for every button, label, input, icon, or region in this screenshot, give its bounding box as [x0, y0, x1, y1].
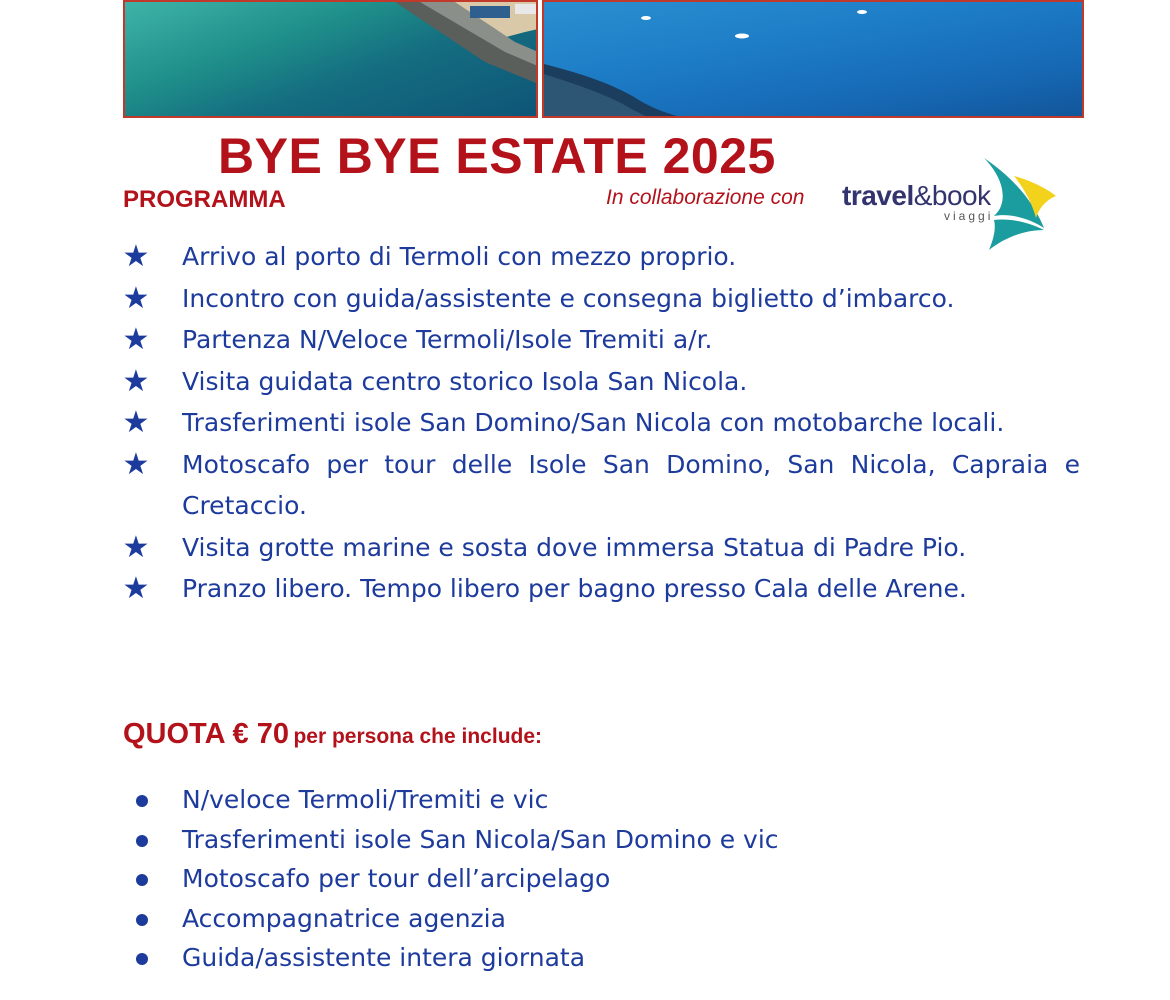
includes-item: Motoscafo per tour dell’arcipelago [120, 859, 1080, 899]
star-icon: ★ [122, 322, 150, 357]
price-label: QUOTA € 70 [123, 718, 289, 750]
brand-name-bold: travel [842, 180, 914, 211]
bullet-icon [136, 914, 148, 926]
brand-name-rest: &book [913, 180, 991, 211]
price-heading [123, 718, 542, 751]
star-icon: ★ [122, 529, 150, 565]
program-item: ★ Trasferimenti isole San Domino/San Nicola con motobarche locali. [120, 402, 1080, 444]
program-item: ★ Visita guidata centro storico Isola San Nicola. [120, 361, 1080, 403]
program-item: ★ Pranzo libero. Tempo libero per bagno presso Cala delle Arene. [120, 568, 1080, 610]
page-title: BYE BYE ESTATE 2025 [218, 128, 776, 184]
coast-rocks-illustration [544, 2, 1084, 118]
star-icon: ★ [122, 405, 150, 440]
program-item: ★ Partenza N/Veloce Termoli/Isole Tremiti a/r. [120, 319, 1080, 361]
star-icon: ★ [122, 571, 150, 606]
includes-list [120, 780, 1080, 978]
program-item: ★ Arrivo al porto di Termoli con mezzo proprio. [120, 236, 1080, 278]
brand-logo-text [842, 180, 991, 212]
harbor-aerial-photo [123, 0, 538, 118]
star-icon: ★ [122, 239, 150, 274]
price-sublabel: per persona che include: [293, 725, 543, 748]
star-icon: ★ [122, 446, 150, 482]
program-list [120, 236, 1080, 610]
star-icon: ★ [122, 363, 150, 399]
pier-illustration [375, 2, 538, 97]
bullet-icon [136, 835, 148, 847]
star-icon: ★ [122, 280, 150, 316]
includes-item: Trasferimenti isole San Nicola/San Domino e vic [120, 820, 1080, 860]
brand-subtitle: viaggi [944, 209, 994, 223]
sea-coast-photo [542, 0, 1084, 118]
program-item: ★ Incontro con guida/assistente e consegna biglietto d’imbarco. [120, 278, 1080, 320]
includes-item: N/veloce Termoli/Tremiti e vic [120, 780, 1080, 820]
program-item: ★ Motoscafo per tour delle Isole San Domino, San Nicola, Capraia e Cretaccio. [120, 444, 1080, 527]
bullet-icon [136, 874, 148, 886]
collaboration-text: In collaborazione con [606, 186, 805, 209]
includes-item: Guida/assistente intera giornata [120, 938, 1080, 978]
includes-item: Accompagnatrice agenzia [120, 899, 1080, 939]
bullet-icon [136, 795, 148, 807]
programma-heading: PROGRAMMA [123, 186, 286, 213]
program-item: ★ Visita grotte marine e sosta dove immersa Statua di Padre Pio. [120, 527, 1080, 569]
bullet-icon [136, 953, 148, 965]
